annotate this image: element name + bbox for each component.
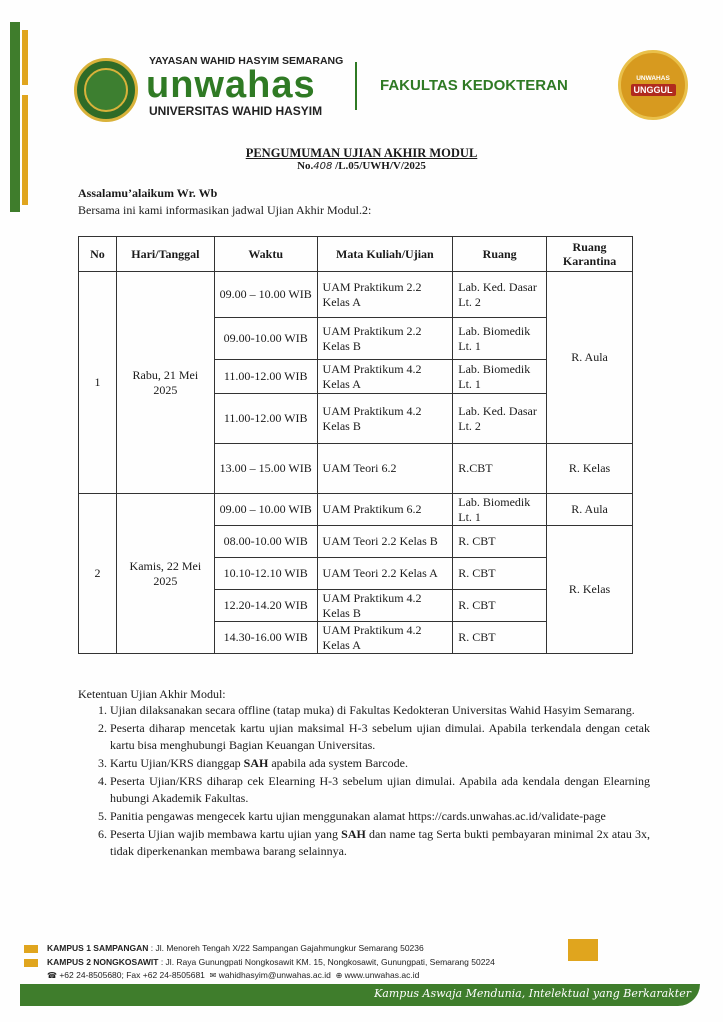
course-cell: UAM Praktikum 2.2 Kelas A: [317, 272, 453, 318]
list-item: 1. Ujian dilaksanakan secara offline (tatap muka) di Fakultas Kedokteran Universitas Wahid Hasyim Semarang.: [110, 702, 650, 719]
exam-schedule-table: [78, 236, 633, 654]
header-date: Hari/Tanggal: [116, 237, 214, 272]
unggul-badge-logo: [618, 50, 688, 120]
course-cell: UAM Praktikum 6.2: [317, 494, 453, 526]
room-cell: Lab. Biomedik Lt. 1: [453, 318, 547, 360]
intro-text: Bersama ini kami informasikan jadwal Ujian Akhir Modul.2:: [78, 203, 372, 217]
left-accent-bar: [10, 22, 20, 212]
time-cell: 09.00 – 10.00 WIB: [214, 494, 317, 526]
campus2-label: KAMPUS 2 NONGKOSAWIT: [47, 957, 159, 967]
quarantine-cell: R. Kelas: [547, 526, 633, 654]
list-item: 2. Peserta diharap mencetak kartu ujian maksimal H-3 sebelum ujian dimulai. Apabila terkendala dengan cetak kartu bisa menghubungi Bagian Keuangan Universitas.: [110, 720, 650, 754]
list-item: [110, 826, 650, 860]
footer-phone: +62 24-8505680; Fax +62 24-8505681: [59, 970, 205, 980]
time-cell: 09.00-10.00 WIB: [214, 318, 317, 360]
time-cell: 10.10-12.10 WIB: [214, 558, 317, 590]
terms-list: [92, 702, 650, 861]
term-text: Kartu Ujian/KRS dianggap: [110, 756, 241, 770]
course-cell: UAM Praktikum 4.2 Kelas B: [317, 394, 453, 444]
room-cell: Lab. Biomedik Lt. 1: [453, 360, 547, 394]
term-bold: SAH: [341, 827, 366, 841]
term-bold: SAH: [243, 756, 269, 770]
footer-gold-block: [568, 939, 598, 961]
number-suffix: /L.05/UWH/V/2025: [335, 160, 426, 172]
course-cell: UAM Praktikum 4.2 Kelas A: [317, 360, 453, 394]
quarantine-cell: R. Aula: [547, 494, 633, 526]
table-row: [79, 494, 633, 526]
footer-tagline: Kampus Aswaja Mendunia, Intelektual yang Berkarakter: [374, 987, 691, 1000]
university-seal-logo: [74, 58, 138, 122]
campus2-address: : Jl. Raya Gunungpati Nongkosawit KM. 15, Nongkosawit, Gunungpati, Semarang 50224: [160, 957, 495, 967]
table-header-row: [79, 237, 633, 272]
campus1-label: KAMPUS 1 SAMPANGAN: [47, 943, 149, 953]
document-number: [0, 160, 723, 172]
time-cell: 13.00 – 15.00 WIB: [214, 444, 317, 494]
phone-icon: ☎: [47, 971, 57, 980]
time-cell: 08.00-10.00 WIB: [214, 526, 317, 558]
day-date: Rabu, 21 Mei 2025: [116, 272, 214, 494]
list-item: 5. Panitia pengawas mengecek kartu ujian menggunakan alamat https://cards.unwahas.ac.id/validate-page: [110, 808, 650, 825]
list-item: 4. Peserta Ujian/KRS diharap cek Elearning H-3 sebelum ujian dimulai. Apabila ada kendala dengan Elearning hubungi Akademik Fakultas.: [110, 773, 650, 807]
badge-top-text: UNWAHAS: [636, 74, 670, 82]
footer-campus2: [47, 957, 495, 967]
room-cell: R. CBT: [453, 590, 547, 622]
room-cell: R.CBT: [453, 444, 547, 494]
list-item: [110, 755, 650, 772]
course-cell: UAM Praktikum 2.2 Kelas B: [317, 318, 453, 360]
globe-icon: ⊕: [335, 971, 343, 980]
room-cell: R. CBT: [453, 558, 547, 590]
course-cell: UAM Teori 2.2 Kelas B: [317, 526, 453, 558]
greeting: Assalamu’alaikum Wr. Wb: [78, 186, 218, 200]
university-name: UNIVERSITAS WAHID HASYIM: [149, 104, 323, 118]
campus1-address: : Jl. Menoreh Tengah X/22 Sampangan Gajahmungkur Semarang 50236: [150, 943, 424, 953]
footer-bullet: [24, 959, 38, 967]
header-divider: [355, 62, 357, 110]
table-row: [79, 272, 633, 318]
time-cell: 12.20-14.20 WIB: [214, 590, 317, 622]
course-cell: UAM Praktikum 4.2 Kelas B: [317, 590, 453, 622]
time-cell: 14.30-16.00 WIB: [214, 622, 317, 654]
footer-web: www.unwahas.ac.id: [344, 970, 420, 980]
foundation-name: YAYASAN WAHID HASYIM SEMARANG: [149, 55, 344, 67]
term-text: apabila ada system Barcode.: [271, 756, 408, 770]
course-cell: UAM Teori 2.2 Kelas A: [317, 558, 453, 590]
day-date: Kamis, 22 Mei 2025: [116, 494, 214, 654]
number-handwritten: 408: [313, 161, 333, 172]
time-cell: 11.00-12.00 WIB: [214, 360, 317, 394]
day-number: 1: [79, 272, 117, 494]
faculty-name: FAKULTAS KEDOKTERAN: [380, 77, 568, 94]
header-room: Ruang: [453, 237, 547, 272]
course-cell: UAM Praktikum 4.2 Kelas A: [317, 622, 453, 654]
room-cell: R. CBT: [453, 526, 547, 558]
quarantine-cell: R. Aula: [547, 272, 633, 444]
room-cell: Lab. Ked. Dasar Lt. 2: [453, 394, 547, 444]
quarantine-cell: R. Kelas: [547, 444, 633, 494]
header-time: Waktu: [214, 237, 317, 272]
document-title: PENGUMUMAN UJIAN AKHIR MODUL: [245, 146, 478, 160]
course-cell: UAM Teori 6.2: [317, 444, 453, 494]
term-text: dan name tag Serta bukti pembayaran minimal 2x atau 3x, tidak diperkenankan membawa barang selainnya.: [110, 827, 650, 858]
term-text: Peserta Ujian wajib membawa kartu ujian yang: [110, 827, 339, 841]
header-quarantine: Ruang Karantina: [547, 237, 633, 272]
number-prefix: No.: [297, 160, 314, 172]
room-cell: Lab. Biomedik Lt. 1: [453, 494, 547, 526]
brand-wordmark: unwahas: [146, 64, 316, 106]
room-cell: R. CBT: [453, 622, 547, 654]
header-no: No: [79, 237, 117, 272]
badge-main-text: UNGGUL: [631, 84, 676, 96]
room-cell: Lab. Ked. Dasar Lt. 2: [453, 272, 547, 318]
footer-bullet: [24, 945, 38, 953]
left-accent-gold-top: [22, 30, 28, 85]
header-course: Mata Kuliah/Ujian: [317, 237, 453, 272]
footer-campus1: [47, 943, 424, 953]
mail-icon: ✉: [209, 971, 217, 980]
seal-inner-ring: [84, 68, 128, 112]
footer-email: wahidhasyim@unwahas.ac.id: [218, 970, 331, 980]
time-cell: 11.00-12.00 WIB: [214, 394, 317, 444]
terms-heading: Ketentuan Ujian Akhir Modul:: [78, 687, 226, 701]
day-number: 2: [79, 494, 117, 654]
time-cell: 09.00 – 10.00 WIB: [214, 272, 317, 318]
footer-contacts: [47, 970, 419, 980]
